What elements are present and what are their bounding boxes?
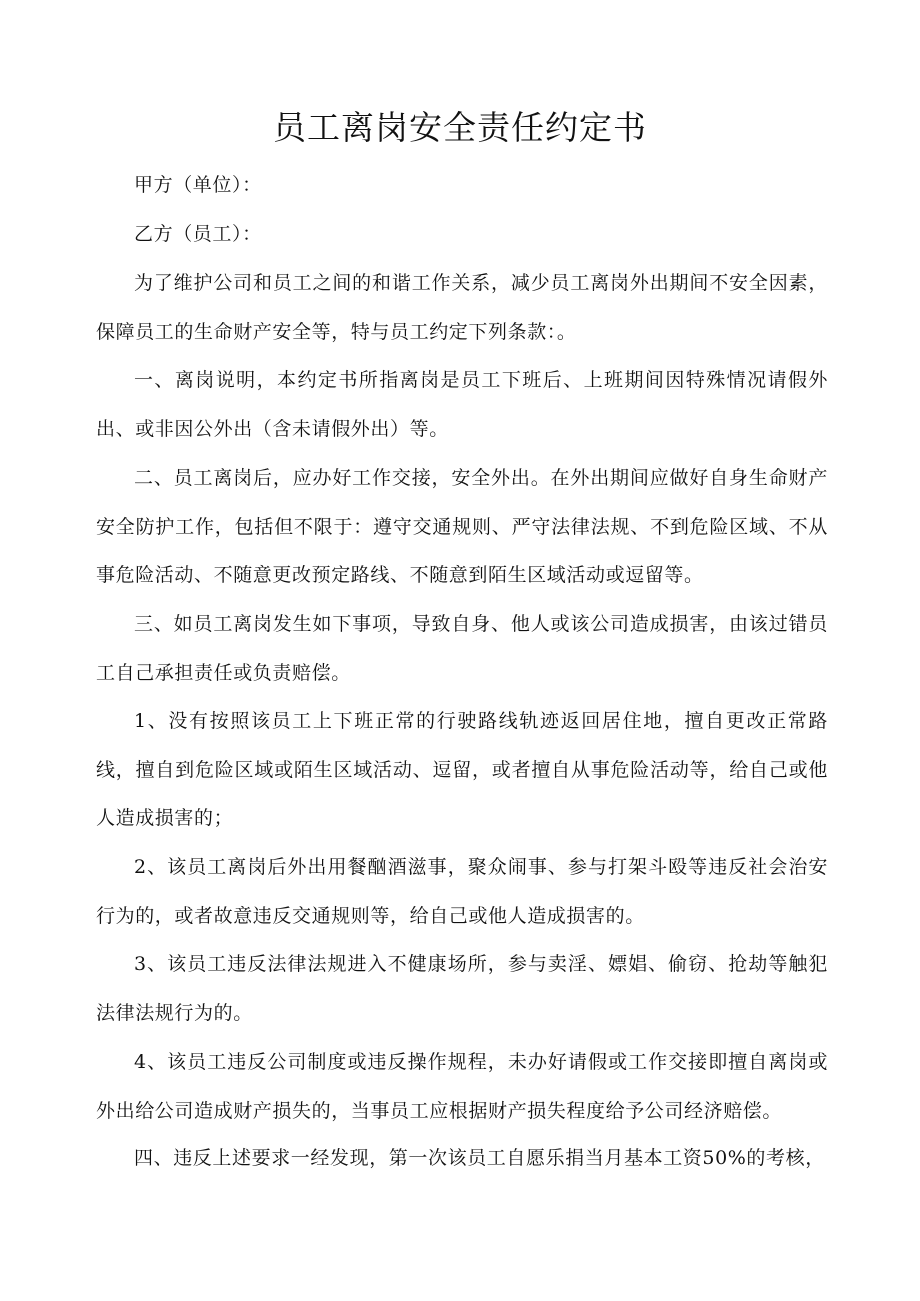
- clause-3-item-3: 3、该员工违反法律法规进入不健康场所，参与卖淫、嫖娼、偷窃、抢劫等触犯法律法规行为的。: [96, 953, 828, 1024]
- clause-4-paragraph: 四、违反上述要求一经发现，第一次该员工自愿乐捐当月基本工资50%的考核，: [134, 1147, 825, 1169]
- clause-3-item-2: 2、该员工离岗后外出用餐酗酒滋事，聚众闹事、参与打架斗殴等违反社会治安行为的，或者故意违反交通规则等，给自己或他人造成损害的。: [96, 856, 828, 927]
- clause-1-paragraph: 一、离岗说明，本约定书所指离岗是员工下班后、上班期间因特殊情况请假外出、或非因公外出（含未请假外出）等。: [96, 369, 828, 440]
- party-a-line: 甲方（单位）：: [134, 174, 262, 196]
- party-b-line: 乙方（员工）：: [134, 223, 262, 245]
- clause-3-item-1: 1、没有按照该员工上下班正常的行驶路线轨迹返回居住地，擅自更改正常路线，擅自到危险区域或陌生区域活动、逗留，或者擅自从事危险活动等，给自己或他人造成损害的；: [96, 710, 828, 830]
- document-title: 员工离岗安全责任约定书: [273, 108, 647, 147]
- clause-3-item-4: 4、该员工违反公司制度或违反操作规程，未办好请假或工作交接即擅自离岗或外出给公司造成财产损失的，当事员工应根据财产损失程度给予公司经济赔偿。: [96, 1051, 828, 1122]
- intro-paragraph: 为了维护公司和员工之间的和谐工作关系，减少员工离岗外出期间不安全因素，保障员工的生命财产安全等，特与员工约定下列条款：。: [96, 272, 828, 343]
- clause-3-paragraph: 三、如员工离岗发生如下事项，导致自身、他人或该公司造成损害，由该过错员工自己承担责任或负责赔偿。: [96, 613, 828, 684]
- clause-2-paragraph: 二、员工离岗后，应办好工作交接，安全外出。在外出期间应做好自身生命财产安全防护工作，包括但不限于：遵守交通规则、严守法律法规、不到危险区域、不从事危险活动、不随意更改预定路线、不随意到陌生区域活动或逗留等。: [96, 467, 828, 587]
